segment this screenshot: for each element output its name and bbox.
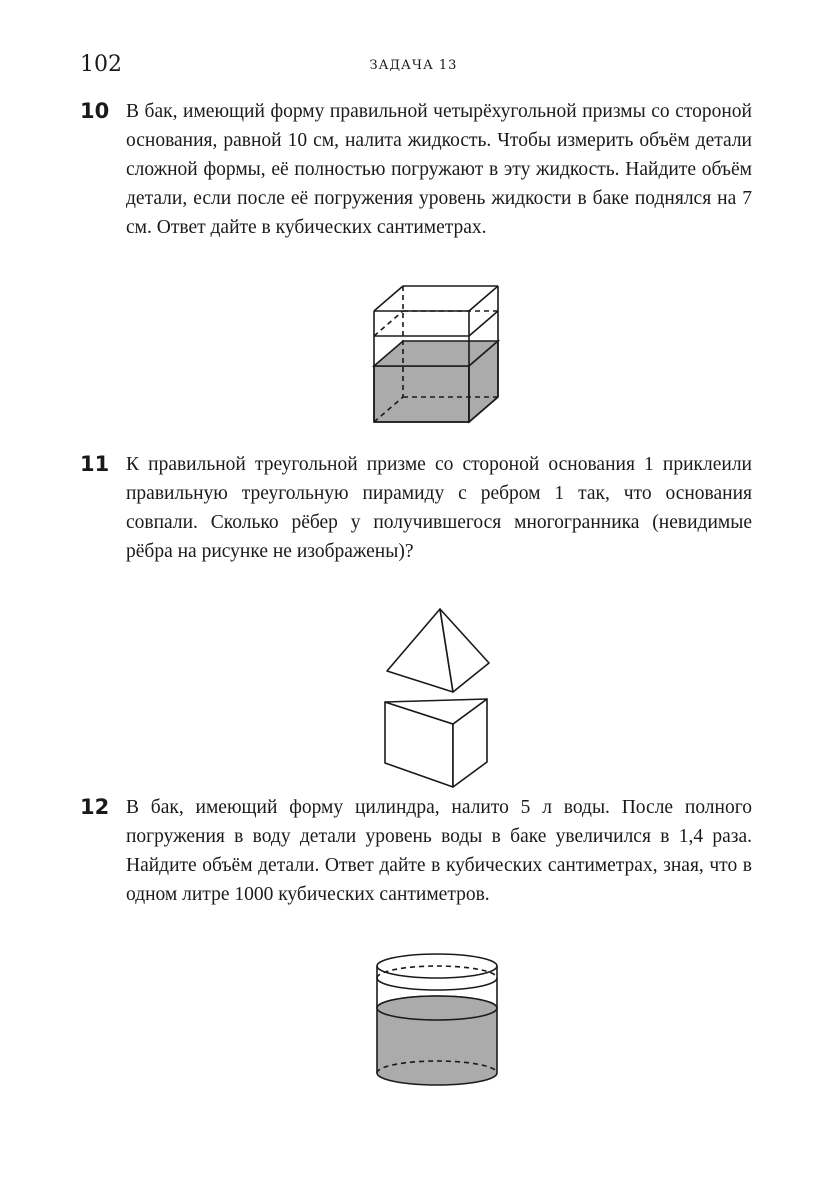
running-title: ЗАДАЧА 13 — [369, 58, 458, 73]
cylinder-top — [377, 954, 497, 978]
cylinder-tank-figure — [370, 945, 505, 1090]
water-surface — [377, 996, 497, 1020]
problem-10 — [80, 97, 752, 242]
problem-text: В бак, имеющий форму правильной четырёхугольной призмы со стороной основания, равной 10 см, налита жидкость. Чтобы измерить объём детали сложной формы, её полностью погружают в эту жидкость. Найдите объём детали, если после её погружения уровень жидкости в баке поднялся на 7 см. Ответ дайте в кубических сантиметрах. — [126, 101, 752, 238]
problem-text: В бак, имеющий форму цилиндра, налито 5 л воды. После полного погружения в воду детали уровень воды в баке увеличился в 1,4 раза. Найдите объём детали. Ответ дайте в кубических сантиметрах, зная, что в одном литре 1000 кубических сантиметров. — [126, 797, 752, 905]
problem-number: 10 — [80, 99, 110, 123]
problem-text: К правильной треугольной призме со стороной основания 1 приклеили правильную треугольную пирамиду с ребром 1 так, что основания совпали. Сколько рёбер у получившегося многогранника (невидимые рёбра на рисунке не изображены)? — [126, 454, 752, 562]
liquid-front — [374, 366, 469, 422]
page-header — [80, 52, 747, 82]
prism-pyramid-figure — [375, 605, 500, 795]
page-number: 102 — [80, 52, 122, 77]
problem-12 — [80, 793, 752, 909]
problem-number: 11 — [80, 452, 110, 476]
prism-tank-figure — [360, 280, 510, 430]
problem-11 — [80, 450, 752, 566]
problem-number: 12 — [80, 795, 110, 819]
